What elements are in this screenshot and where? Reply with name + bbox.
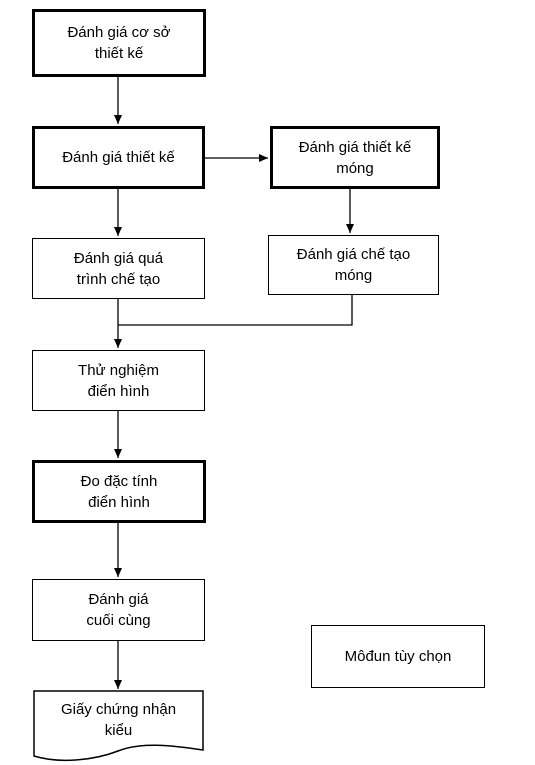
node-danh-gia-thiet-ke-mong (270, 126, 440, 189)
node-label: Đánh giá quá trình chế tạo (73, 249, 164, 288)
node-label: Đánh giá cuối cùng (86, 591, 151, 629)
node-danh-gia-qua-trinh-che-tao (32, 238, 205, 299)
node-label: Đo đặc tính điển hình (80, 472, 158, 511)
node-thu-nghiem-dien-hinh (32, 350, 205, 411)
node-label: Đánh giá thiết kế móng (298, 138, 412, 177)
node-label: Thử nghiệm điển hình (78, 361, 159, 400)
node-do-dac-tinh-dien-hinh (32, 460, 206, 523)
node-label: Đánh giá thiết kế (62, 149, 175, 166)
line-chetaomong-join (118, 295, 352, 325)
node-danh-gia-cuoi-cung (32, 579, 205, 641)
legend-optional-module (311, 625, 485, 688)
node-label: Đánh giá chế tạo móng (296, 246, 411, 284)
node-label: Đánh giá cơ sở thiết kế (67, 24, 171, 62)
node-giay-chung-nhan-kieu (34, 692, 203, 748)
node-danh-gia-che-tao-mong (268, 235, 439, 295)
node-label: Giấy chứng nhận kiểu (60, 701, 177, 739)
legend-label: Môđun tùy chọn (344, 648, 452, 665)
node-danh-gia-thiet-ke (32, 126, 205, 189)
node-danh-gia-co-so-thiet-ke (32, 9, 206, 77)
